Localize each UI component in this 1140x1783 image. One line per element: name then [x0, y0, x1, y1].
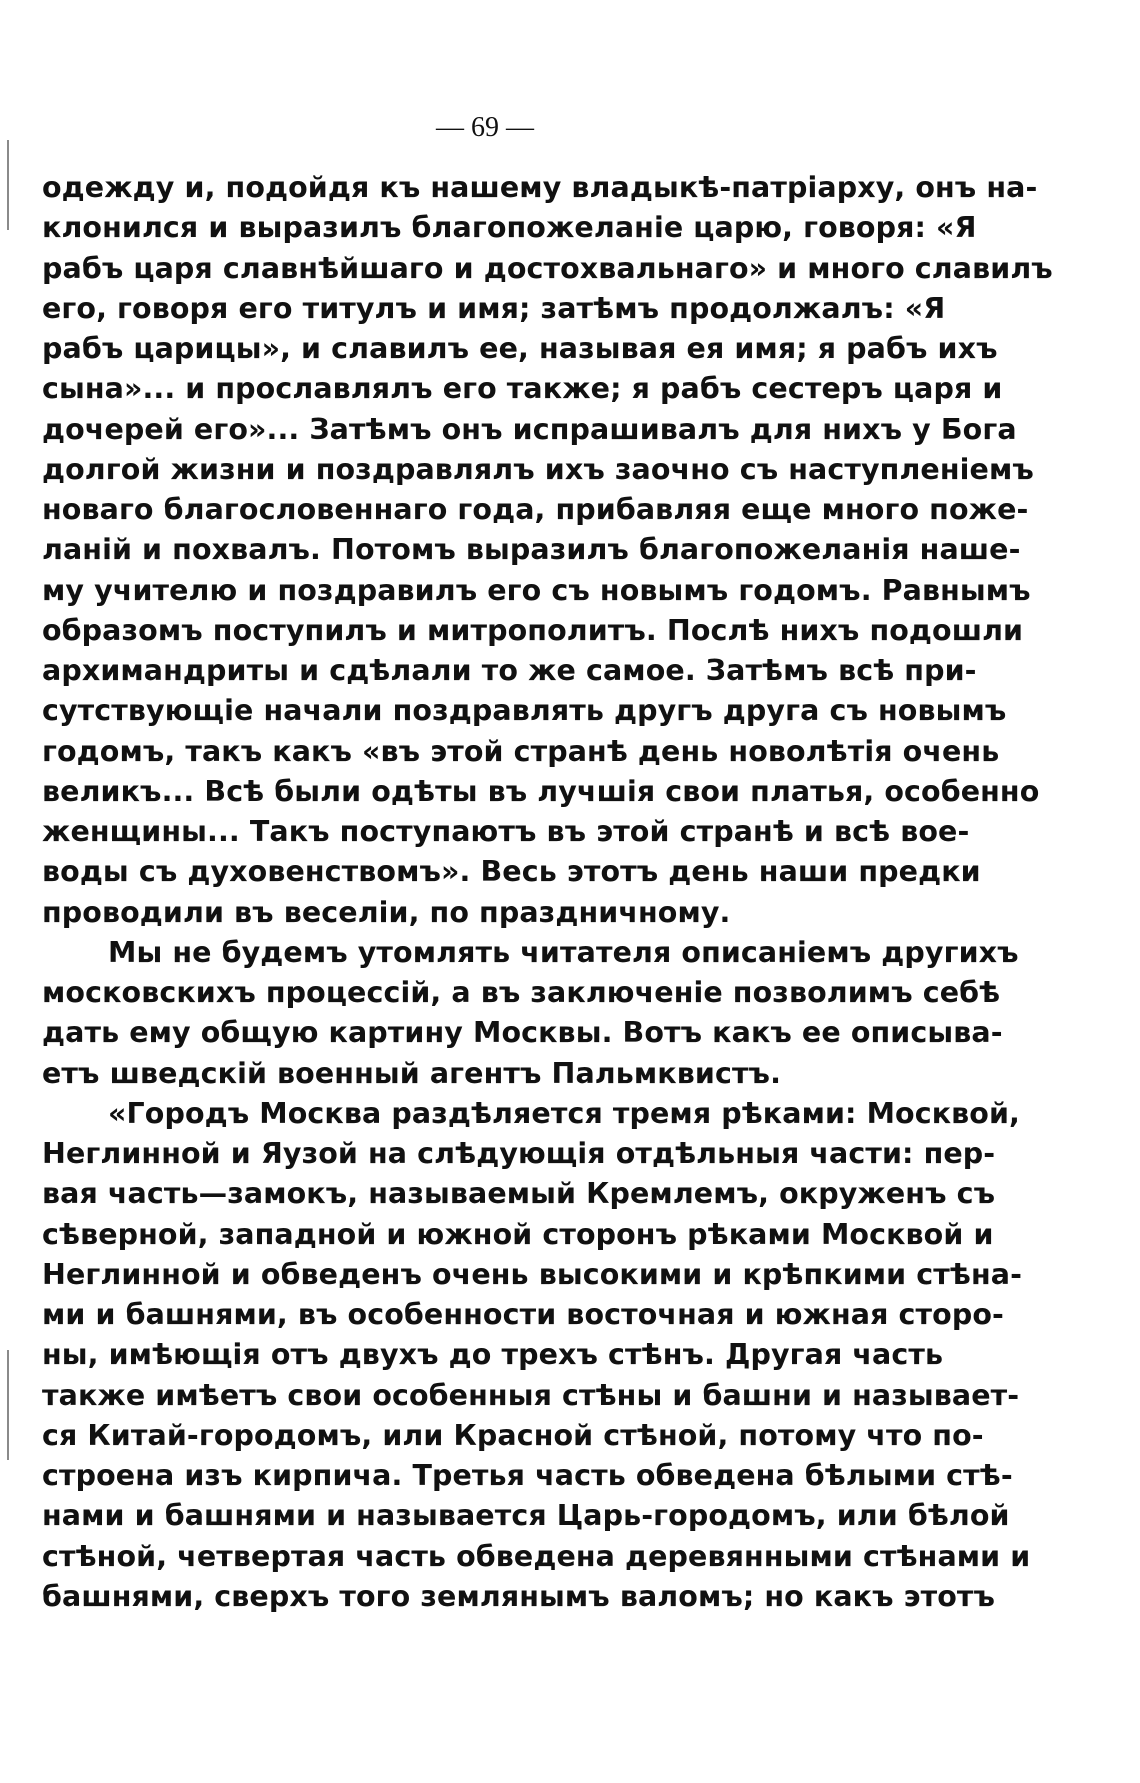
text-line: Мы не будемъ утомлять читателя описаніемъ другихъ: [108, 935, 1019, 969]
text-line: сына»... и прославлялъ его также; я рабъ сестеръ царя и: [42, 372, 1003, 406]
text-line: сѣверной, западной и южной сторонъ рѣками Москвой и: [42, 1217, 994, 1251]
text-line: ся Китай-городомъ, или Красной стѣной, потому что по-: [42, 1418, 984, 1452]
text-line: Неглинной и Яузой на слѣдующія отдѣльныя части: пер-: [42, 1137, 996, 1170]
text-line: клонился и выразилъ благопожеланіе царю, говоря: «Я: [42, 211, 977, 245]
text-line: годомъ, такъ какъ «въ этой странѣ день новолѣтія очень: [42, 734, 1000, 768]
text-body: [42, 168, 1053, 1617]
text-line: женщины... Такъ поступаютъ въ этой странѣ и всѣ вое-: [42, 815, 970, 848]
paragraph: [42, 933, 1019, 1094]
text-line: строена изъ кирпича. Третья часть обведена бѣлыми стѣ-: [42, 1459, 1013, 1492]
text-line: его, говоря его титулъ и имя; затѣмъ продолжалъ: «Я: [42, 291, 946, 325]
text-line: великъ... Всѣ были одѣты въ лучшія свои платья, особенно: [42, 774, 1040, 808]
paragraph: [42, 168, 1053, 933]
text-line: одежду и, подойдя къ нашему владыкѣ-патріарху, онъ на-: [42, 171, 1038, 204]
text-line: дочерей его»... Затѣмъ онъ испрашивалъ для нихъ у Бога: [42, 412, 1017, 446]
text-line: башнями, сверхъ того землянымъ валомъ; но какъ этотъ: [42, 1579, 996, 1613]
text-line: рабъ царя славнѣйшаго и достохвальнаго» и много славилъ: [42, 251, 1053, 285]
text-line: московскихъ процессій, а въ заключеніе позволимъ себѣ: [42, 976, 1001, 1009]
text-line: образомъ поступилъ и митрополитъ. Послѣ нихъ подошли: [42, 613, 1024, 647]
scan-edge-mark: [7, 1350, 9, 1460]
text-line: му учителю и поздравилъ его съ новымъ годомъ. Равнымъ: [42, 573, 1031, 607]
text-line: воды съ духовенствомъ». Весь этотъ день наши предки: [42, 855, 981, 889]
scan-edge-mark: [7, 140, 9, 230]
text-line: проводили въ веселіи, по праздничному.: [42, 895, 731, 929]
paragraph: [42, 1094, 1031, 1617]
text-line: нами и башнями и называется Царь-городомъ, или бѣлой: [42, 1499, 1010, 1533]
text-line: новаго благословеннаго года, прибавляя еще много поже-: [42, 493, 1029, 526]
text-line: стѣной, четвертая часть обведена деревянными стѣнами и: [42, 1539, 1031, 1573]
page-number: — 69 —: [436, 112, 534, 143]
text-line: ми и башнями, въ особенности восточная и южная сторо-: [42, 1298, 1004, 1331]
text-line: Неглинной и обведенъ очень высокими и крѣпкими стѣна-: [42, 1257, 1023, 1291]
text-line: дать ему общую картину Москвы. Вотъ какъ ее описыва-: [42, 1016, 1003, 1050]
text-line: также имѣетъ свои особенныя стѣны и башни и называет-: [42, 1378, 1020, 1412]
text-line: ланій и похвалъ. Потомъ выразилъ благопожеланія наше-: [42, 533, 1021, 567]
text-line: сутствующіе начали поздравлять другъ друга съ новымъ: [42, 694, 1007, 728]
text-line: долгой жизни и поздравлялъ ихъ заочно съ наступленіемъ: [42, 452, 1034, 486]
text-line: рабъ царицы», и славилъ ее, называя ея имя; я рабъ ихъ: [42, 332, 998, 365]
text-line: вая часть—замокъ, называемый Кремлемъ, окруженъ съ: [42, 1177, 996, 1211]
text-line: «Городъ Москва раздѣляется тремя рѣками: Москвой,: [108, 1096, 1020, 1130]
text-line: етъ шведскій военный агентъ Пальмквистъ.: [42, 1056, 782, 1090]
text-line: ны, имѣющія отъ двухъ до трехъ стѣнъ. Другая часть: [42, 1338, 944, 1372]
text-line: архимандриты и сдѣлали то же самое. Затѣмъ всѣ при-: [42, 654, 977, 687]
